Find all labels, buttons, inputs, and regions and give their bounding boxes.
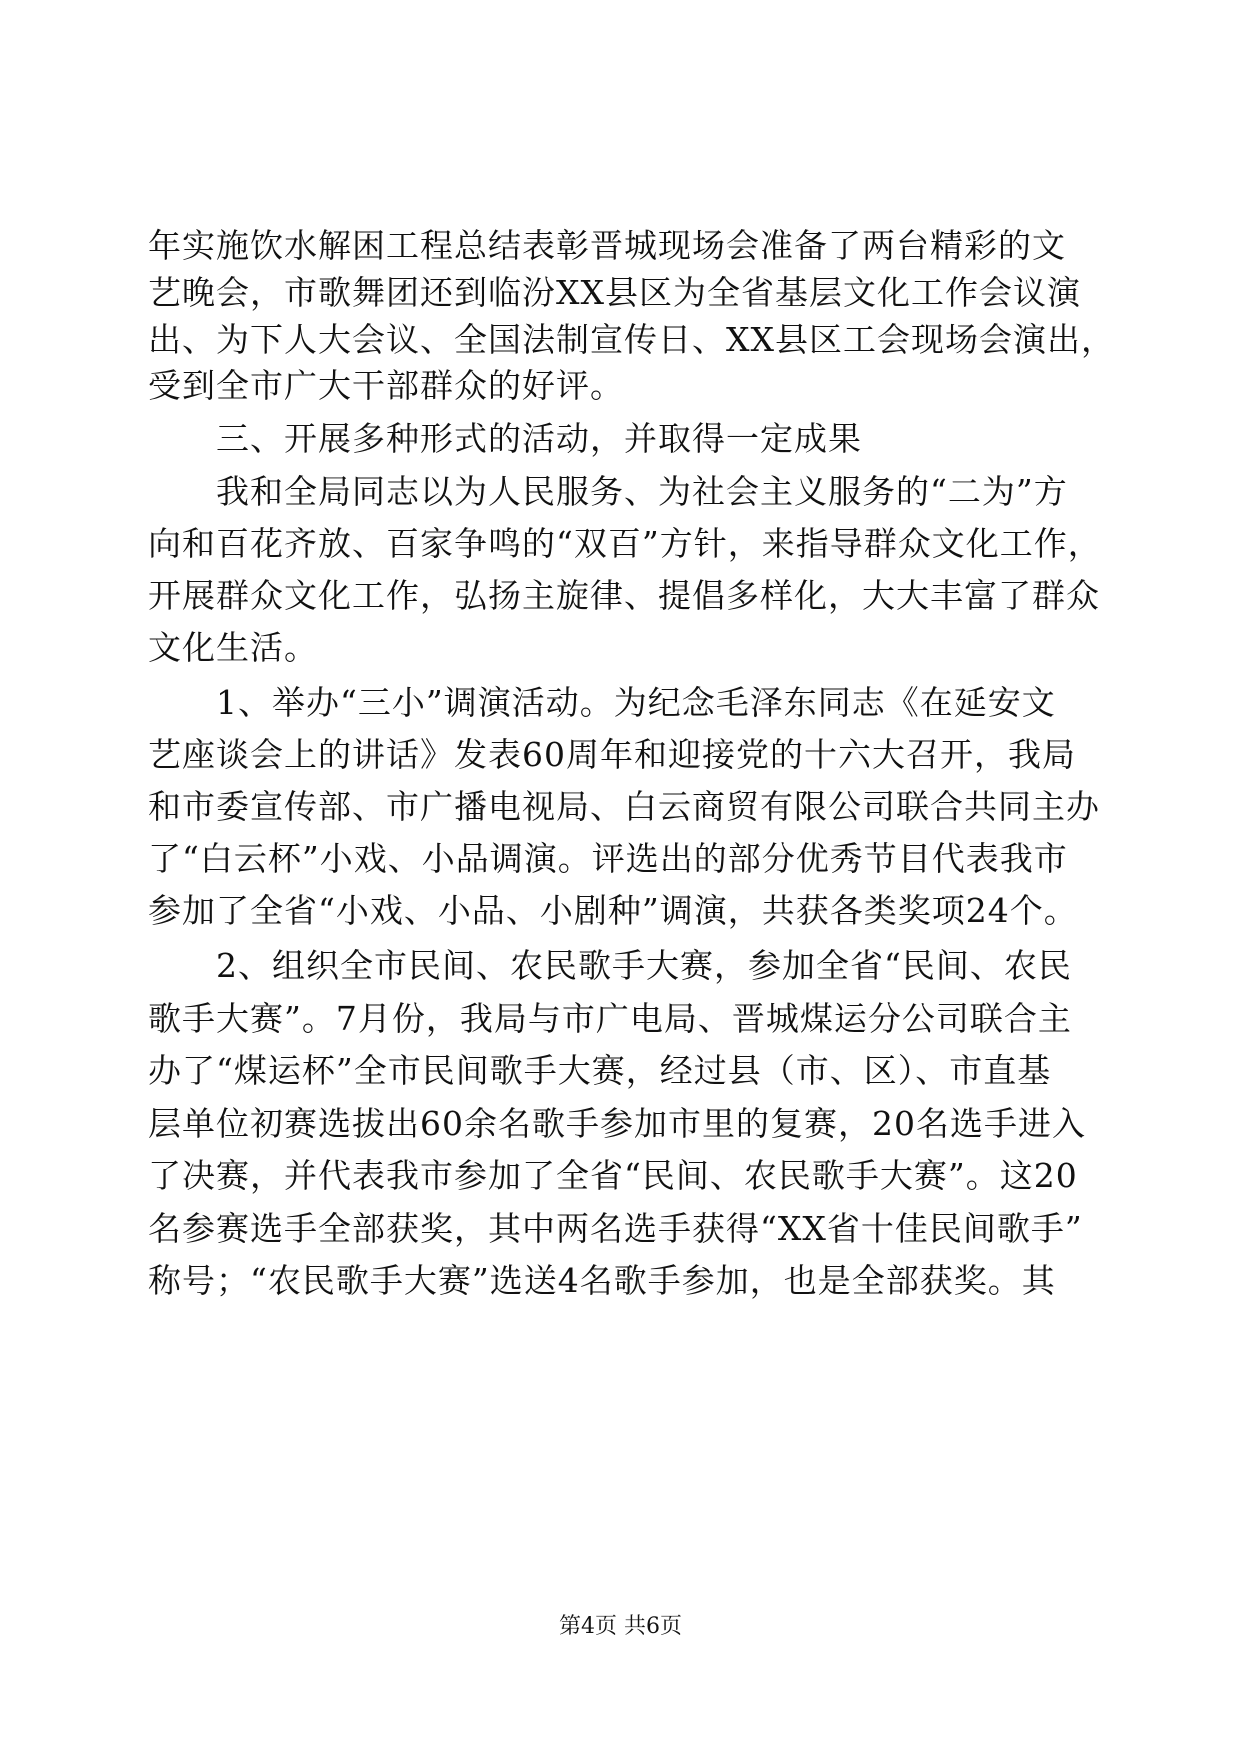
text-line: 2、组织全市民间、农民歌手大赛，参加全省“民间、农民 bbox=[148, 946, 1072, 985]
text-line: 出、为下人大会议、全国法制宣传日、XX县区工会现场会演出， bbox=[148, 320, 1115, 359]
text-line: 1、举办“三小”调演活动。为纪念毛泽东同志《在延安文 bbox=[148, 683, 1056, 722]
text-line: 我和全局同志以为人民服务、为社会主义服务的“二为”方 bbox=[148, 472, 1068, 511]
text-line: 名参赛选手全部获奖，其中两名选手获得“XX省十佳民间歌手” bbox=[148, 1209, 1083, 1248]
section-heading: 三、开展多种形式的活动，并取得一定成果 bbox=[148, 419, 862, 458]
text-line: 歌手大赛”。7月份，我局与市广电局、晋城煤运分公司联合主 bbox=[148, 999, 1072, 1038]
text-line: 年实施饮水解困工程总结表彰晋城现场会准备了两台精彩的文 bbox=[148, 226, 1066, 265]
text-line: 艺晚会，市歌舞团还到临汾XX县区为全省基层文化工作会议演 bbox=[148, 273, 1081, 312]
text-line: 了决赛，并代表我市参加了全省“民间、农民歌手大赛”。这20 bbox=[148, 1156, 1078, 1195]
text-line: 参加了全省“小戏、小品、小剧种”调演，共获各类奖项24个。 bbox=[148, 891, 1078, 930]
text-line: 和市委宣传部、市广播电视局、白云商贸有限公司联合共同主办 bbox=[148, 787, 1100, 826]
text-line: 了“白云杯”小戏、小品调演。评选出的部分优秀节目代表我市 bbox=[148, 839, 1068, 878]
page-number-footer: 第4页 共6页 bbox=[559, 1614, 682, 1639]
text-line: 文化生活。 bbox=[148, 628, 318, 667]
text-line: 向和百花齐放、百家争鸣的“双百”方针，来指导群众文化工作， bbox=[148, 524, 1102, 563]
text-line: 层单位初赛选拔出60余名歌手参加市里的复赛，20名选手进入 bbox=[148, 1104, 1086, 1143]
text-line: 办了“煤运杯”全市民间歌手大赛，经过县（市、区）、市直基 bbox=[148, 1051, 1052, 1090]
text-line: 艺座谈会上的讲话》发表60周年和迎接党的十六大召开，我局 bbox=[148, 735, 1076, 774]
text-line: 受到全市广大干部群众的好评。 bbox=[148, 366, 624, 405]
text-line: 开展群众文化工作，弘扬主旋律、提倡多样化，大大丰富了群众 bbox=[148, 576, 1100, 615]
text-line: 称号；“农民歌手大赛”选送4名歌手参加，也是全部获奖。其 bbox=[148, 1261, 1056, 1300]
